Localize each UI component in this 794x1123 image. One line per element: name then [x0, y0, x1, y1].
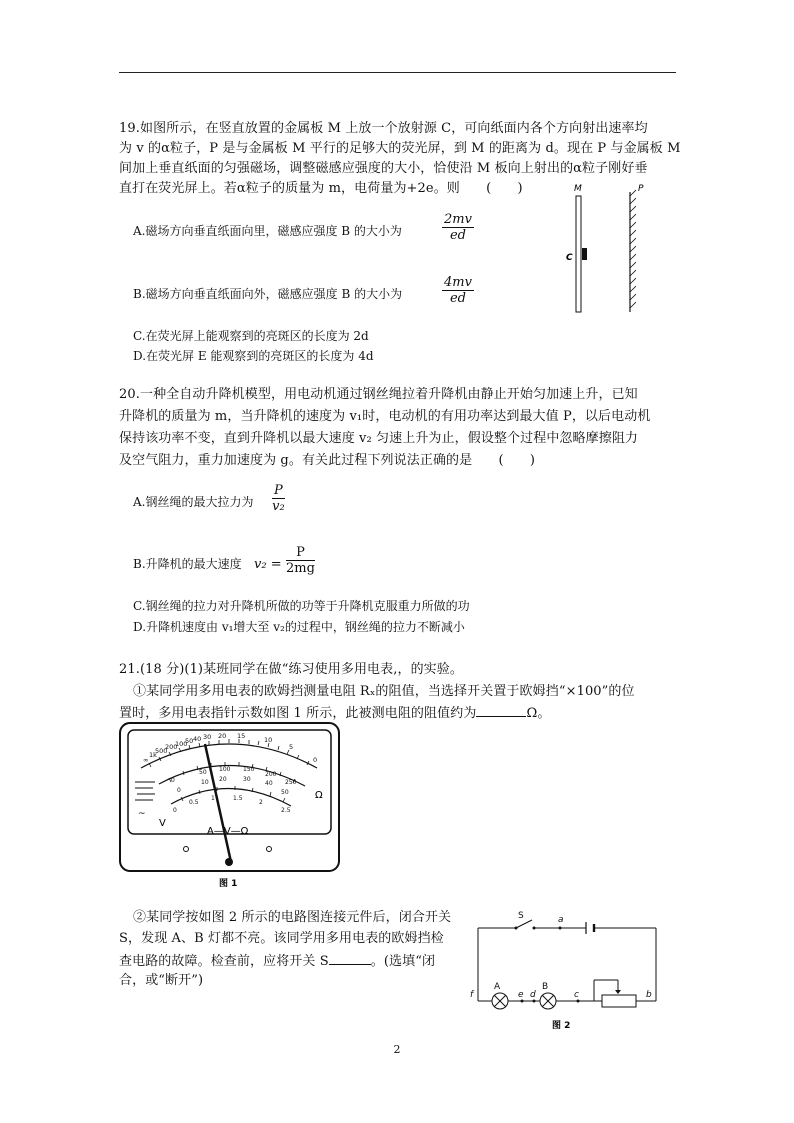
label-f: f — [470, 990, 474, 1000]
circuit-labels — [470, 911, 652, 1000]
q19-figure — [560, 182, 660, 317]
q20-option-b-variable: v₂ = — [254, 557, 282, 572]
radiation-source — [582, 248, 587, 260]
fraction-denominator: ed — [449, 228, 466, 243]
tick-label: 1 — [211, 795, 215, 802]
q19-line-2: 为 v 的α粒子，P 是与金属板 M 平行的足够大的荧光屏，到 M 的距离为 d。现在 P 与金属板 M — [119, 141, 681, 156]
q20-option-d: D.升降机速度由 v₁增大至 v₂的过程中，钢丝绳的拉力不断减小 — [133, 620, 465, 634]
tick-label: 0 — [171, 777, 175, 784]
q21-part2-line-2: S，发现 A、B 灯都不亮。该同学用多用电表的欧姆挡检 — [119, 931, 444, 946]
figure-label-m: M — [574, 184, 582, 194]
label-d: d — [530, 990, 536, 1000]
tick-label: 0 — [313, 756, 318, 764]
page-number: 2 — [393, 1043, 401, 1056]
figure-1-caption: 图 1 — [219, 879, 238, 889]
tick-label: 2 — [259, 799, 263, 806]
label-e: e — [518, 990, 524, 1000]
circuit-wires — [478, 920, 656, 1001]
tick-label: 30 — [243, 776, 251, 783]
tick-label: 5 — [289, 743, 294, 751]
fraction-denominator: v₂ — [272, 499, 285, 514]
tick-label: 200 — [165, 743, 178, 751]
node-a — [559, 927, 562, 930]
label-a-node: a — [558, 915, 564, 925]
q19-option-d: D.在荧光屏 E 能观察到的亮斑区的长度为 4d — [133, 349, 374, 363]
q21-part2-line-4: 合，或“断开”) — [119, 973, 204, 988]
fraction-numerator: 2mv — [444, 212, 472, 227]
tick-label: 2.5 — [281, 807, 291, 814]
tick-label: 15 — [237, 732, 246, 740]
tick-label: 0 — [173, 807, 177, 814]
q21-part1-unit: Ω。 — [526, 706, 551, 721]
rheostat — [602, 995, 636, 1007]
q19-option-b: B.磁场方向垂直纸面向外，磁感应强度 B 的大小为 — [133, 287, 403, 301]
tick-label: 150 — [243, 766, 255, 773]
q19-line-4: 直打在荧光屏上。若α粒子的质量为 m，电荷量为+2e。则 ( ) — [119, 181, 523, 196]
volt-label: V — [159, 818, 166, 829]
answer-blank-resistance[interactable] — [476, 704, 526, 717]
q19-option-c: C.在荧光屏上能观察到的亮斑区的长度为 2d — [133, 329, 369, 343]
answer-blank-switch[interactable] — [329, 952, 371, 965]
q20-line-4: 及空气阻力，重力加速度为 g。有关此过程下列说法正确的是 ( ) — [119, 453, 535, 468]
q21-part2-line-1: ②某同学按如图 2 所示的电路图连接元件后，闭合开关 — [133, 910, 452, 925]
tick-label: 50 — [199, 769, 207, 776]
q21-part2-line-3 — [119, 952, 435, 970]
label-s: S — [518, 911, 524, 921]
tick-label: 500 — [155, 747, 168, 755]
fraction-numerator: P — [296, 545, 305, 560]
q19-option-a: A.磁场方向垂直纸面向里，磁感应强度 B 的大小为 — [133, 224, 402, 238]
label-lamp-a: A — [494, 982, 501, 992]
figure-label-c: C — [566, 253, 573, 263]
tick-label: 100 — [219, 766, 231, 773]
tick-label: 10 — [201, 779, 209, 786]
fraction-numerator: 4mv — [444, 275, 472, 290]
q21-part1-text: 置时，多用电表指针示数如图 1 所示，此被测电阻的阻值约为 — [119, 706, 477, 721]
tick-label: 50 — [281, 789, 289, 796]
q20-line-1: 20.一种全自动升降机模型，用电动机通过钢丝绳拉着升降机由静止开始匀加速上升，已知 — [119, 387, 638, 402]
q20-option-b-fraction — [286, 545, 315, 576]
tick-label: 20 — [219, 776, 227, 783]
multimeter-figure — [119, 722, 341, 890]
tick-label: 1k — [149, 751, 157, 759]
tick-label: 40 — [193, 735, 202, 743]
header-rule — [119, 72, 676, 73]
q21-part2-text: 查电路的故障。检查前，应将开关 S — [119, 954, 329, 969]
q20-option-c: C.钢丝绳的拉力对升降机所做的功等于升降机克服重力所做的功 — [133, 599, 470, 613]
q19-line-3: 间加上垂直纸面的匀强磁场，调整磁感应强度的大小，恰使沿 M 板向上射出的α粒子刚好垂 — [119, 161, 648, 176]
fraction-numerator: P — [274, 483, 283, 498]
label-lamp-b: B — [542, 982, 549, 992]
q20-option-b: B.升降机的最大速度 — [133, 557, 242, 571]
tick-label: 0.5 — [189, 799, 199, 806]
fraction-denominator: 2mg — [286, 561, 315, 576]
q19-line-1: 19.如图所示，在竖直放置的金属板 M 上放一个放射源 C，可向纸面内各个方向射出速率均 — [119, 121, 648, 136]
zero-adjust-knob — [225, 858, 233, 866]
circuit-figure — [468, 906, 664, 1034]
tick-label: ∞ — [143, 756, 149, 764]
q19-option-b-fraction — [442, 275, 474, 306]
label-c: c — [574, 990, 579, 1000]
figure-label-p: P — [638, 184, 644, 194]
tick-label: 250 — [285, 779, 297, 786]
metal-plate-m — [576, 196, 581, 312]
q21-part1-line-2 — [119, 704, 550, 722]
q20-line-3: 保持该功率不变，直到升降机以最大速度 v₂ 匀速上升为止，假设整个过程中忽略摩擦阻力 — [119, 431, 639, 446]
dc-symbol: ~ — [138, 809, 146, 819]
tick-label: 200 — [265, 771, 277, 778]
tick-label: 0 — [177, 787, 181, 794]
screen-hatching — [630, 190, 636, 308]
switch-contact — [515, 927, 518, 930]
q20-option-a: A.钢丝绳的最大拉力为 — [133, 495, 254, 509]
fraction-denominator: ed — [449, 291, 466, 306]
q19-option-a-fraction — [442, 212, 474, 243]
tick-label: 30 — [203, 733, 212, 741]
q21-part1-line-1: ①某同学用多用电表的欧姆挡测量电阻 Rₓ的阻值，当选择开关置于欧姆挡“×100”的位 — [133, 684, 635, 699]
omega-symbol: Ω — [315, 790, 323, 801]
tick-label: 100 — [175, 740, 188, 748]
mode-label: A—V—Ω — [207, 826, 249, 837]
figure-2-caption: 图 2 — [552, 1021, 571, 1031]
q20-line-2: 升降机的质量为 m，当升降机的速度为 v₁时，电动机的有用功率达到最大值 P，以后电动机 — [119, 409, 651, 424]
q20-option-a-fraction — [272, 483, 285, 514]
q21-heading: 21.(18 分)(1)某班同学在做“练习使用多用电表,，的实验。 — [119, 662, 463, 677]
q21-part2-text-end: 。(选填“闭 — [370, 954, 436, 969]
switch-contact — [533, 927, 536, 930]
tick-label: 1.5 — [233, 795, 243, 802]
label-b: b — [646, 990, 652, 1000]
tick-label: 40 — [265, 780, 273, 787]
rheostat-slider-arrow — [615, 990, 621, 994]
tick-label: 20 — [218, 732, 227, 740]
tick-label: 50 — [185, 737, 194, 745]
tick-label: 10 — [264, 736, 273, 744]
